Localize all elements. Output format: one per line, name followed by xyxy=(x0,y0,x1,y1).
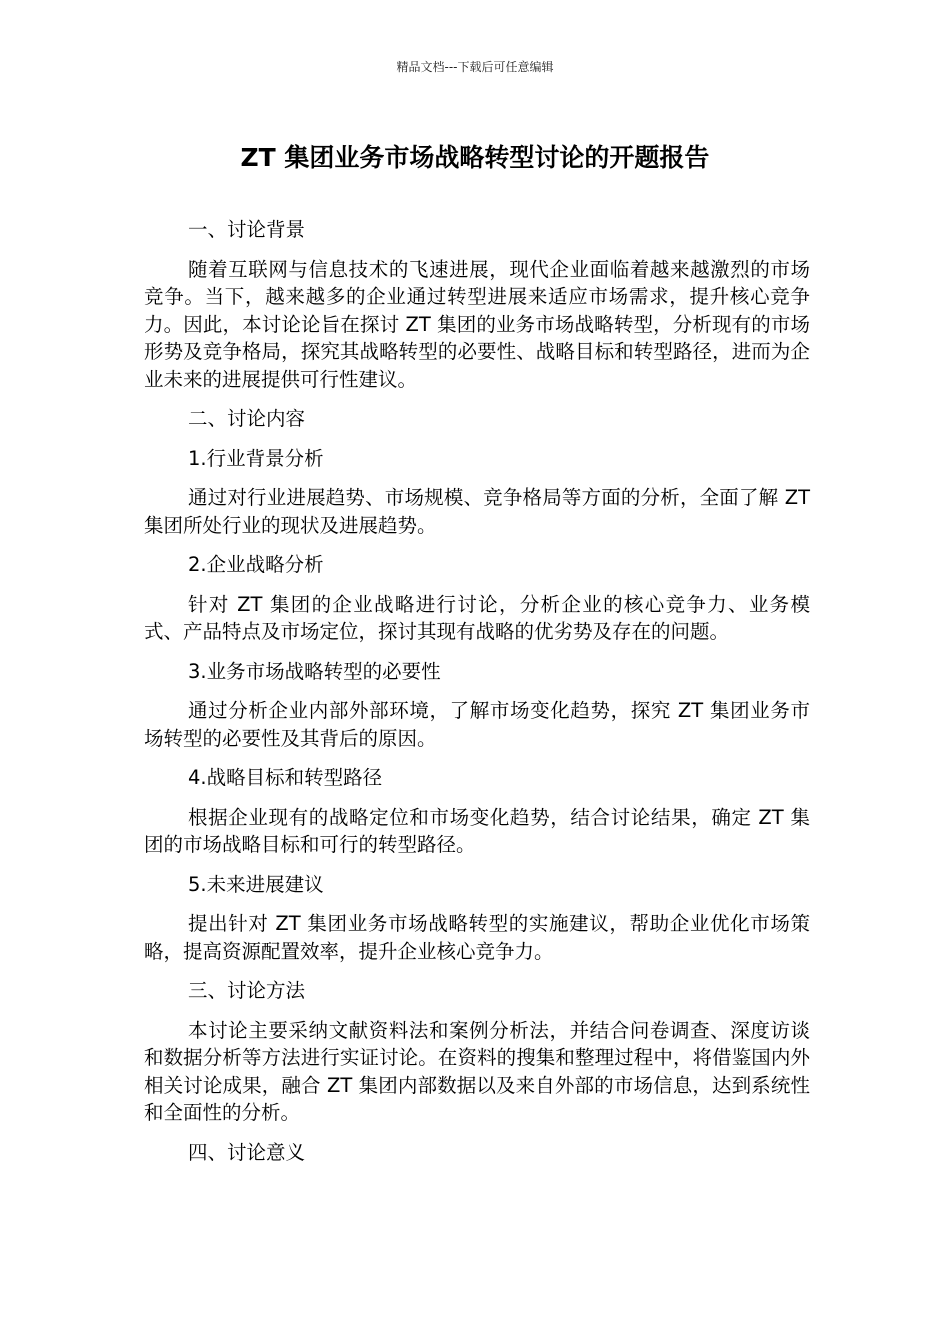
subheading-industry-analysis: 1.行业背景分析 xyxy=(188,446,324,470)
paragraph-goals-and-path: 根据企业现有的战略定位和市场变化趋势，结合讨论结果，确定 ZT 集团的市场战略目标和可行的转型路径。 xyxy=(144,805,810,856)
section-heading-significance: 四、讨论意义 xyxy=(188,1140,306,1164)
header-note: 精品文档---下载后可任意编辑 xyxy=(396,60,554,74)
paragraph-background: 随着互联网与信息技术的飞速进展，现代企业面临着越来越激烈的市场竞争。当下，越来越多的企业通过转型进展来适应市场需求，提升核心竞争力。因此，本讨论论旨在探讨 ZT 集团的业务市场战略转型，分析现有的市场形势及竞争格局，探究其战略转型的必要性、战略目标和转型路径，进而为企业未来的进展提供可行性建议。 xyxy=(144,257,810,391)
subheading-future-suggestions: 5.未来进展建议 xyxy=(188,872,324,896)
subheading-goals-and-path: 4.战略目标和转型路径 xyxy=(188,766,383,789)
document-title: ZT 集团业务市场战略转型讨论的开题报告 xyxy=(240,143,710,172)
subheading-transformation-necessity: 3.业务市场战略转型的必要性 xyxy=(188,659,441,683)
paragraph-future-suggestions: 提出针对 ZT 集团业务市场战略转型的实施建议，帮助企业优化市场策略，提高资源配置效率，提升企业核心竞争力。 xyxy=(144,912,810,963)
paragraph-transformation-necessity: 通过分析企业内部外部环境，了解市场变化趋势，探究 ZT 集团业务市场转型的必要性及其背后的原因。 xyxy=(144,699,810,750)
document-body xyxy=(144,216,810,1178)
paragraph-industry-analysis: 通过对行业进展趋势、市场规模、竞争格局等方面的分析，全面了解 ZT 集团所处行业的现状及进展趋势。 xyxy=(144,486,810,537)
paragraph-strategy-analysis: 针对 ZT 集团的企业战略进行讨论，分析企业的核心竞争力、业务模式、产品特点及市场定位，探讨其现有战略的优劣势及存在的问题。 xyxy=(144,592,810,643)
section-heading-content: 二、讨论内容 xyxy=(188,407,306,430)
subheading-strategy-analysis: 2.企业战略分析 xyxy=(188,553,324,576)
section-heading-background: 一、讨论背景 xyxy=(188,218,306,241)
paragraph-method: 本讨论主要采纳文献资料法和案例分析法，并结合问卷调查、深度访谈和数据分析等方法进行实证讨论。在资料的搜集和整理过程中，将借鉴国内外相关讨论成果，融合 ZT 集团内部数据以及来自外部的市场信息，达到系统性和全面性的分析。 xyxy=(144,1018,810,1124)
section-heading-method: 三、讨论方法 xyxy=(188,979,306,1002)
